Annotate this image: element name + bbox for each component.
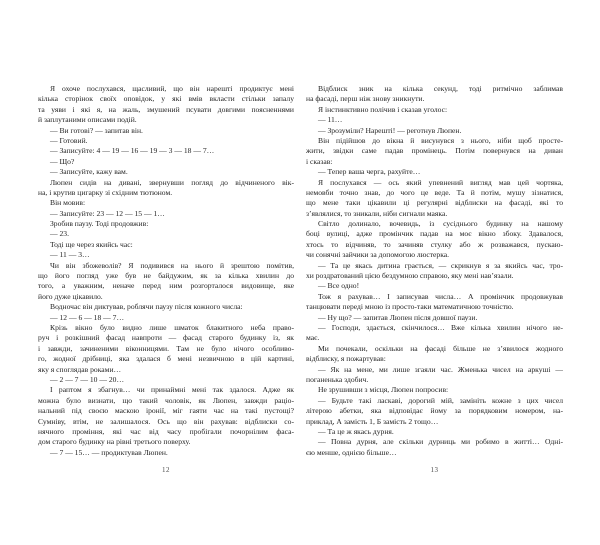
text-line: — 11…: [318, 115, 343, 125]
text-line: — Зрозуміли? Нарешті! — реготнув Люпен.: [318, 125, 462, 135]
text-line: й заплутаними описами подій.: [38, 115, 137, 125]
text-line: можна було визнати, що такий чоловік, як Люпен, завжди раціо-: [38, 395, 294, 405]
text-line: — 7 — 15… — продиктував Люпен.: [50, 447, 168, 457]
text-line: Світло долинало, вочевидь, із сусіднього будинку на нашому: [318, 219, 563, 229]
text-line: має.: [306, 333, 320, 343]
text-line: — Та це ж якась дурня.: [318, 426, 394, 436]
page-number-right: 13: [430, 466, 439, 474]
text-line: на фасаді, перш ніж знову зникнути.: [306, 94, 425, 104]
text-line: Відблиск зник на кілька секунд, тоді ритмічно заблимав: [318, 84, 563, 93]
text-line: що мене таки цікавили ці регулярні відблиски на фасаді, які то: [306, 198, 563, 208]
text-line: — 23.: [50, 229, 69, 239]
text-line: хтось то відчиняв, то зачиняв стулку або ж розважався, пускаю-: [306, 239, 563, 249]
text-line: — Як на мене, ми лише згаяли час. Жменька чисел на аркуші —: [318, 364, 563, 374]
text-line: — Записуйте, кажу вам.: [50, 167, 128, 177]
text-line: з’являлися, то зникали, ніби сигнали маяка.: [306, 208, 448, 218]
text-line: нячного проміння, які час від часу пробігали почорнілим фаса-: [38, 426, 294, 436]
text-line: Я охоче послухався, щасливий, що він нарешті продиктує мені: [50, 84, 294, 93]
text-line: Водночас він диктував, роблячи паузу після кожного числа:: [50, 302, 243, 312]
text-line: — Тепер ваша черга, рахуйте…: [318, 167, 421, 177]
text-line: що його погляд уже був не байдужим, як за кілька хвилин до: [38, 271, 294, 281]
text-line: — Повна дурня, але скільки дурниць ми робимо в житті… Одні-: [318, 437, 563, 447]
text-line: поганенька здобич.: [306, 374, 369, 384]
text-line: немовби точно знав, до чого це веде. Та й потім, мушу зізнатися,: [306, 187, 563, 197]
text-line: Ми почекали, оскільки на фасаді більше не з’явилося жодного: [318, 343, 563, 353]
text-line: Він підійшов до вікна й висунувся з нього, ніби щоб просте-: [318, 135, 563, 145]
text-line: Люпен сидів на дивані, звернувши погляд до відчиненого вік-: [50, 177, 294, 187]
text-line: і завжди, зачиненими віконницями. Там не було нічого особливо-: [38, 343, 294, 353]
text-line: яку я споглядав роками…: [38, 364, 122, 374]
text-line: — 12 — 6 — 18 — 7…: [50, 312, 125, 322]
text-line: Крізь вікно було видно лише шматок блакитного неба право-: [50, 322, 294, 332]
text-line: дом старого будинку на рівні третього поверху.: [38, 437, 191, 447]
page-left-text-column: [38, 84, 294, 458]
text-line: — Будьте такі ласкаві, дорогий мій, замініть кожне з цих чисел: [318, 395, 563, 405]
page-number-left: 12: [162, 466, 170, 474]
text-line: руч і розкішний фасад навпроти — фасад старого будинку із, як: [38, 333, 294, 343]
text-line: Сумніву, втім, не залишалося. Ось що він рахував: відблиски со-: [38, 416, 294, 426]
text-line: го, жодної дрібниці, яка здалася б мені незвичною в цій картині,: [38, 354, 294, 364]
text-line: — Ну що? — запитав Люпен після довшої паузи.: [318, 312, 478, 322]
text-line: Він мовив:: [50, 198, 86, 208]
text-line: літерою абетки, яка відповідає йому за порядковим номером, на-: [306, 406, 563, 416]
text-line: і сказав:: [306, 156, 333, 166]
text-line: І раптом я збагнув… чи принаймні мені так здалося. Адже як: [50, 385, 294, 395]
text-line: — 2 — 7 — 10 — 20…: [50, 374, 125, 384]
text-line: — Що?: [50, 156, 75, 166]
text-line: — Господи, здається, скінчилося… Вже кілька хвилин нічого не-: [318, 322, 563, 332]
text-line: жити, звідки саме падав промінець. Потім повернувся на диван: [306, 146, 563, 156]
text-line: — Готовий.: [50, 135, 88, 145]
text-line: на, і крутив цигарку зі східним тютюном.: [38, 187, 173, 197]
text-line: єю менше, однією більше…: [306, 447, 397, 457]
text-line: Не зрушивши з місця, Люпен попросив:: [318, 385, 449, 395]
text-line: Тож я рахував… І записував числа… А промінчик продовжував: [318, 291, 563, 301]
text-line: — Записуйте: 4 — 19 — 16 — 19 — 3 — 18 — 7…: [50, 146, 215, 156]
text-line: Я інстинктивно полічив і сказав уголос:: [318, 104, 448, 114]
text-line: Чи він збожеволів? Я подивився на нього й зрештою помітив,: [50, 260, 294, 270]
text-line: відблиску, я пожартував:: [306, 354, 386, 364]
text-line: боці вулиці, адже промінчик падав на моє вікно збоку. Здавалося,: [306, 229, 563, 239]
text-line: Я послухався — ось який упевнений вигляд мав цей чортяка,: [318, 177, 563, 187]
text-line: хи роздратований цією бездумною справою, яку мені нав’язали.: [306, 271, 514, 281]
text-line: Тоді ще через якийсь час:: [50, 239, 133, 249]
text-line: того, а уважним, неначе перед ним розгорталося видовище, яке: [38, 281, 294, 291]
text-line: кілька сторінок своїх оповідок, у які вмів вкласти стільки запалу: [38, 94, 294, 104]
text-line: — Ви готові? — запитав він.: [50, 125, 143, 135]
text-line: нальний під своєю маскою іронії, міг гаяти час на такі пустощі?: [38, 406, 294, 416]
text-line: — 11 — 3…: [50, 250, 90, 260]
text-line: та уяви і які я, на жаль, змушений псувати довгими поясненнями: [38, 104, 294, 114]
text-line: танцювати переді мною із просто-таки математичною точністю.: [306, 302, 514, 312]
text-line: Зробив паузу. Тоді продовжив:: [50, 219, 149, 229]
text-line: — Записуйте: 23 — 12 — 15 — 1…: [50, 208, 165, 218]
text-line: його дуже цікавило.: [38, 291, 103, 301]
page-right-text-column: [306, 84, 563, 458]
text-line: чи сонячні зайчики за допомогою люстерка.: [306, 250, 450, 260]
text-line: приклад, А замість 1, Б замість 2 тощо…: [306, 416, 439, 426]
text-line: — Все одно!: [318, 281, 360, 291]
text-line: — Та це якась дитина грається, — скрикнув я за якийсь час, тро-: [318, 260, 563, 270]
